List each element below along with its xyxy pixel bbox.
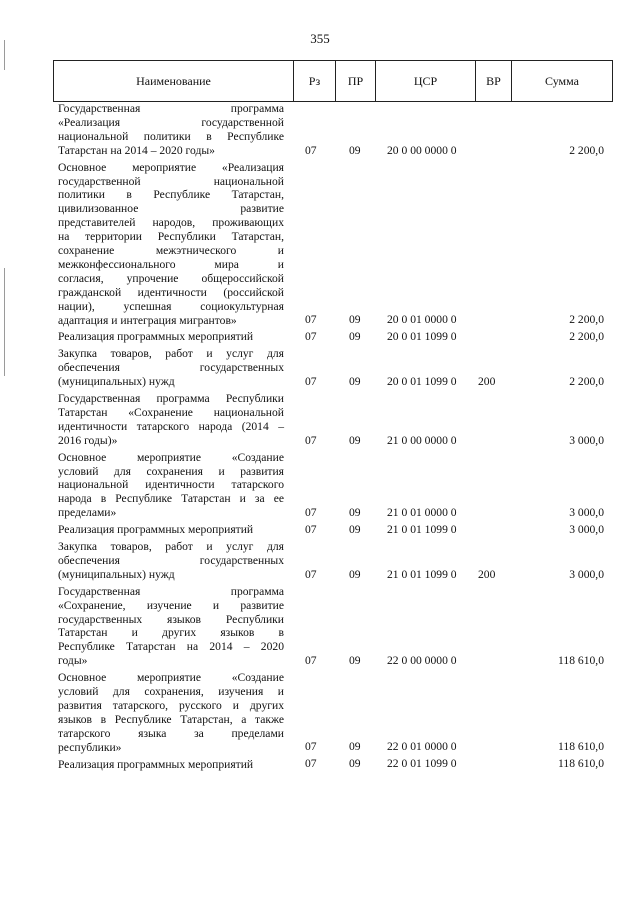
row-name — [58, 330, 284, 344]
row-csr: 22 0 01 1099 0 — [387, 757, 457, 771]
row-name — [58, 161, 284, 328]
row-rz: 07 — [305, 654, 317, 668]
row-name — [58, 347, 284, 389]
row-pr: 09 — [349, 374, 361, 388]
row-name-line: (муниципальных) нужд — [58, 375, 175, 389]
row-csr: 20 0 01 0000 0 — [387, 313, 457, 327]
row-rz: 07 — [305, 143, 317, 157]
row-name-line: национальной идентичности татарского — [58, 478, 284, 492]
row-rz: 07 — [305, 740, 317, 754]
row-sum: 2 200,0 — [569, 313, 604, 327]
row-pr: 09 — [349, 654, 361, 668]
row-rz: 07 — [305, 313, 317, 327]
row-csr: 22 0 00 0000 0 — [387, 654, 457, 668]
row-pr: 09 — [349, 740, 361, 754]
row-rz: 07 — [305, 757, 317, 771]
row-sum: 3 000,0 — [569, 433, 604, 447]
row-name — [58, 540, 284, 582]
row-sum: 3 000,0 — [569, 567, 604, 581]
row-name-line: Закупка товаров, работ и услуг для — [58, 347, 284, 361]
row-csr: 21 0 01 1099 0 — [387, 567, 457, 581]
row-name-line: Основное мероприятие «Реализация — [58, 160, 284, 174]
row-pr: 09 — [349, 506, 361, 520]
row-name-line: обеспечения государственных — [58, 361, 284, 375]
row-name — [58, 102, 284, 158]
row-name-line: развития татарского, русского и других — [58, 698, 284, 712]
row-csr: 21 0 01 1099 0 — [387, 523, 457, 536]
table-row — [0, 523, 640, 537]
row-name-line: гражданской идентичности (российской — [58, 285, 284, 299]
row-name-line: согласия, упрочение общероссийской — [58, 271, 284, 285]
row-name-line: 2016 годы)» — [58, 433, 118, 447]
row-name — [58, 392, 284, 448]
row-name-line: условий для сохранения и развития — [58, 464, 284, 478]
table-row — [0, 102, 640, 158]
row-csr: 20 0 01 1099 0 — [387, 330, 457, 344]
row-name-line: идентичности татарского народа (2014 – — [58, 419, 284, 433]
header-sum: Сумма — [511, 60, 613, 102]
table-header — [53, 60, 613, 102]
row-name — [58, 585, 284, 668]
row-name-line: условий для сохранения, изучения и — [58, 685, 284, 698]
row-name-line: годы» — [58, 654, 88, 668]
row-pr: 09 — [349, 433, 361, 447]
row-name-line: сохранение межэтнического и — [58, 244, 284, 258]
row-name-line: обеспечения государственных — [58, 553, 284, 567]
row-pr: 09 — [349, 757, 361, 771]
row-pr: 09 — [349, 523, 361, 536]
table-row — [0, 330, 640, 344]
row-csr: 20 0 00 0000 0 — [387, 143, 457, 157]
row-name — [58, 523, 284, 537]
row-name-line: Государственная программа — [58, 102, 284, 115]
header-vr: ВР — [475, 60, 511, 102]
table-row — [0, 161, 640, 328]
row-csr: 21 0 00 0000 0 — [387, 433, 457, 447]
row-csr: 20 0 01 1099 0 — [387, 374, 457, 388]
row-rz: 07 — [305, 506, 317, 520]
table-row — [0, 540, 640, 582]
row-csr: 21 0 01 0000 0 — [387, 506, 457, 520]
row-name-line: Татарстан и других языков в — [58, 626, 284, 640]
row-name-line: пределами» — [58, 506, 117, 520]
row-name-line: татарского языка за пределами — [58, 726, 284, 740]
table-row — [0, 585, 640, 668]
row-sum: 2 200,0 — [569, 374, 604, 388]
row-vr: 200 — [478, 567, 496, 581]
row-name-line: (муниципальных) нужд — [58, 567, 175, 581]
table-row — [0, 392, 640, 448]
table-row — [0, 347, 640, 389]
row-name — [58, 451, 284, 521]
row-rz: 07 — [305, 567, 317, 581]
row-name-line: республики» — [58, 740, 122, 754]
header-name: Наименование — [53, 60, 293, 102]
row-pr: 09 — [349, 330, 361, 344]
row-sum: 118 610,0 — [558, 654, 604, 668]
header-pr: ПР — [335, 60, 375, 102]
row-name-line: Татарстан на 2014 – 2020 годы» — [58, 143, 215, 157]
row-sum: 118 610,0 — [558, 757, 604, 771]
row-rz: 07 — [305, 374, 317, 388]
row-name-line: нации), успешная социокультурная — [58, 299, 284, 313]
row-rz: 07 — [305, 433, 317, 447]
row-name-line: Республике Татарстан на 2014 – 2020 — [58, 640, 284, 654]
row-pr: 09 — [349, 567, 361, 581]
row-name-line: государственных языков Республики — [58, 612, 284, 626]
margin-mark-upper — [4, 40, 5, 70]
header-rz: Рз — [293, 60, 335, 102]
row-name-line: Закупка товаров, работ и услуг для — [58, 540, 284, 553]
row-rz: 07 — [305, 330, 317, 344]
page-number: 355 — [310, 31, 330, 46]
row-name-line: на территории Республики Татарстан, — [58, 230, 284, 244]
row-name-line: народа в Республике Татарстан и за ее — [58, 492, 284, 506]
table-row — [0, 671, 640, 754]
row-name-line: Реализация программных мероприятий — [58, 523, 254, 537]
row-name — [58, 671, 284, 754]
row-name-line: «Реализация государственной — [58, 115, 284, 129]
row-pr: 09 — [349, 313, 361, 327]
row-name-line: межконфессионального мира и — [58, 257, 284, 271]
row-csr: 22 0 01 0000 0 — [387, 740, 457, 754]
row-pr: 09 — [349, 143, 361, 157]
row-name-line: представителей народов, проживающих — [58, 216, 284, 230]
table-row — [0, 451, 640, 521]
row-name-line: политики в Республике Татарстан, — [58, 188, 284, 202]
row-name-line: национальной политики в Республике — [58, 129, 284, 143]
row-sum: 2 200,0 — [569, 143, 604, 157]
row-sum: 3 000,0 — [569, 523, 604, 536]
row-name-line: Реализация программных мероприятий — [58, 757, 254, 771]
row-vr: 200 — [478, 374, 496, 388]
row-name-line: цивилизованное развитие — [58, 202, 284, 216]
row-rz: 07 — [305, 523, 317, 536]
row-name — [58, 758, 284, 772]
row-name-line: Государственная программа — [58, 584, 284, 598]
row-name-line: адаптация и интеграция мигрантов» — [58, 313, 237, 327]
row-name-line: Основное мероприятие «Создание — [58, 450, 284, 464]
row-name-line: государственной национальной — [58, 174, 284, 188]
row-name-line: Основное мероприятие «Создание — [58, 671, 284, 685]
row-sum: 118 610,0 — [558, 740, 604, 754]
row-name-line: Государственная программа Республики — [58, 392, 284, 405]
header-csr: ЦСР — [375, 60, 475, 102]
row-name-line: Реализация программных мероприятий — [58, 330, 254, 344]
row-sum: 3 000,0 — [569, 506, 604, 520]
table-row — [0, 758, 640, 772]
row-name-line: языков в Республике Татарстан, а также — [58, 712, 284, 726]
row-name-line: «Сохранение, изучение и развитие — [58, 598, 284, 612]
row-sum: 2 200,0 — [569, 330, 604, 344]
row-name-line: Татарстан «Сохранение национальной — [58, 405, 284, 419]
